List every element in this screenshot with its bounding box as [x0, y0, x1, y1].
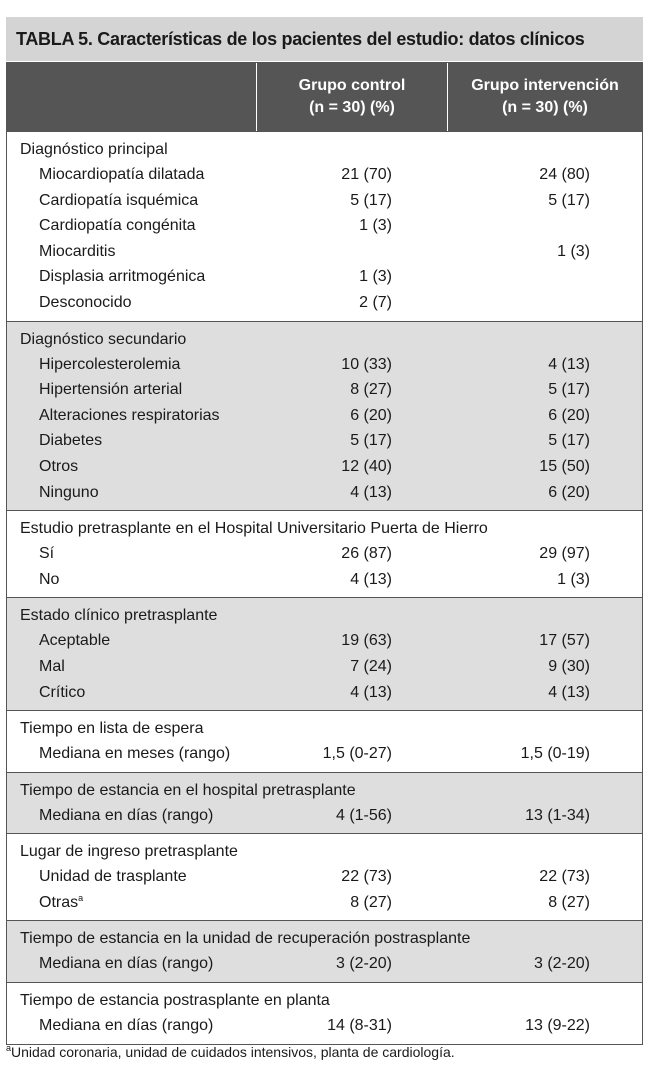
control-value: 1 (3) — [359, 268, 392, 286]
row-label-cell — [7, 628, 256, 654]
intervention-value-cell — [446, 264, 642, 290]
control-value-cell — [256, 741, 446, 767]
table-row — [7, 290, 642, 316]
row-label-cell — [7, 377, 256, 403]
control-value-cell — [256, 377, 446, 403]
intervention-value-cell — [446, 1013, 642, 1039]
intervention-value: 9 (30) — [548, 657, 590, 675]
control-value-cell — [256, 454, 446, 480]
control-value: 26 (87) — [341, 545, 392, 563]
control-value: 8 (27) — [350, 381, 392, 399]
control-value: 4 (13) — [350, 570, 392, 588]
control-value-cell — [256, 352, 446, 378]
control-value: 6 (20) — [350, 406, 392, 424]
table-row — [7, 239, 642, 265]
row-label: Cardiopatía isquémica — [39, 191, 199, 209]
footnote-text: Unidad coronaria, unidad de cuidados intensivos, planta de cardiología. — [11, 1044, 455, 1060]
intervention-value-cell — [446, 377, 642, 403]
row-label-cell — [7, 541, 256, 567]
table-section — [7, 510, 642, 597]
control-value: 2 (7) — [359, 293, 392, 311]
row-label-cell — [7, 352, 256, 378]
intervention-value: 5 (17) — [548, 432, 590, 450]
control-value-cell — [256, 290, 446, 316]
header-empty-cell — [7, 63, 257, 131]
row-label: Mediana en días (rango) — [39, 955, 214, 973]
row-label-cell — [7, 567, 256, 593]
control-value: 22 (73) — [341, 868, 392, 886]
row-label: Hipercolesterolemia — [39, 355, 181, 373]
row-label: Hipertensión arterial — [39, 381, 183, 399]
intervention-value: 13 (1-34) — [525, 806, 590, 824]
table-row — [7, 454, 642, 480]
row-label-cell — [7, 480, 256, 506]
table-row — [7, 541, 642, 567]
row-label-cell — [7, 162, 256, 188]
table-section — [7, 833, 642, 920]
section-title: Tiempo de estancia postrasplante en planta — [20, 992, 330, 1010]
intervention-value-cell — [446, 454, 642, 480]
table-section — [7, 597, 642, 710]
control-value: 12 (40) — [341, 457, 392, 475]
intervention-value: 6 (20) — [548, 483, 590, 501]
row-label-cell — [7, 951, 256, 977]
control-value: 4 (13) — [350, 483, 392, 501]
control-value-cell — [256, 1013, 446, 1039]
control-value-cell — [256, 951, 446, 977]
table-header — [7, 63, 642, 132]
table-row — [7, 951, 642, 977]
table-row — [7, 628, 642, 654]
control-value: 4 (13) — [350, 683, 392, 701]
table-row — [7, 264, 642, 290]
row-label: Diabetes — [39, 432, 103, 450]
table-row — [7, 803, 642, 829]
intervention-value-cell — [446, 428, 642, 454]
control-value-cell — [256, 162, 446, 188]
table-row — [7, 864, 642, 890]
intervention-value: 5 (17) — [548, 191, 590, 209]
table-row — [7, 352, 642, 378]
table-section — [7, 321, 642, 511]
intervention-value-cell — [446, 741, 642, 767]
table-body — [7, 132, 642, 1044]
section-title: Tiempo de estancia en la unidad de recuperación postrasplante — [20, 930, 471, 948]
row-label-cell — [7, 1013, 256, 1039]
intervention-value-cell — [446, 567, 642, 593]
intervention-value-cell — [446, 654, 642, 680]
row-label: Crítico — [39, 683, 86, 701]
intervention-value-cell — [446, 403, 642, 429]
row-label-cell — [7, 264, 256, 290]
control-value-cell — [256, 628, 446, 654]
intervention-value: 17 (57) — [539, 632, 590, 650]
row-label-cell — [7, 188, 256, 214]
control-value: 5 (17) — [350, 191, 392, 209]
section-title: Tiempo de estancia en el hospital pretrasplante — [20, 781, 356, 799]
table-title: TABLA 5. Características de los pacientes del estudio: datos clínicos — [6, 17, 643, 61]
control-value-cell — [256, 567, 446, 593]
intervention-value-cell — [446, 680, 642, 706]
row-label: No — [39, 570, 60, 588]
table-row — [7, 377, 642, 403]
row-label: Sí — [39, 545, 55, 563]
section-title: Tiempo en lista de espera — [20, 720, 204, 738]
header-intervention-group — [448, 63, 642, 131]
intervention-value-cell — [446, 864, 642, 890]
row-label: Cardiopatía congénita — [39, 217, 196, 235]
intervention-value-cell — [446, 188, 642, 214]
footnote — [6, 1044, 455, 1060]
control-value-cell — [256, 213, 446, 239]
row-label: Unidad de trasplante — [39, 868, 187, 886]
row-label: Alteraciones respiratorias — [39, 406, 220, 424]
intervention-value-cell — [446, 162, 642, 188]
row-label-cell — [7, 890, 256, 916]
intervention-value-cell — [446, 951, 642, 977]
row-label: Desconocido — [39, 293, 132, 311]
row-label-cell — [7, 864, 256, 890]
table-section — [7, 982, 642, 1044]
row-label: Mal — [39, 657, 65, 675]
section-title: Estado clínico pretrasplante — [20, 607, 218, 625]
row-label: Otras — [39, 893, 79, 911]
header-control-n: (n = 30) (%) — [309, 99, 395, 116]
intervention-value: 22 (73) — [539, 868, 590, 886]
row-label: Mediana en meses (rango) — [39, 745, 231, 763]
control-value: 7 (24) — [350, 657, 392, 675]
section-title: Estudio pretrasplante en el Hospital Universitario Puerta de Hierro — [20, 520, 488, 538]
row-label: Miocarditis — [39, 242, 116, 260]
row-label-cell — [7, 403, 256, 429]
intervention-value-cell — [446, 239, 642, 265]
control-value: 8 (27) — [350, 893, 392, 911]
table-section — [7, 132, 642, 321]
table-row — [7, 1013, 642, 1039]
row-label-cell — [7, 741, 256, 767]
control-value: 4 (1-56) — [335, 806, 392, 824]
table-row — [7, 654, 642, 680]
row-label-cell — [7, 454, 256, 480]
control-value: 21 (70) — [341, 166, 392, 183]
intervention-value: 1 (3) — [557, 570, 590, 588]
control-value: 3 (2-20) — [335, 955, 392, 973]
header-intervention-n: (n = 30) (%) — [502, 99, 588, 116]
row-label: Otros — [39, 457, 79, 475]
intervention-value: 1 (3) — [557, 242, 590, 260]
intervention-value: 29 (97) — [539, 545, 590, 563]
table-row — [7, 188, 642, 214]
control-value-cell — [256, 403, 446, 429]
row-label-cell — [7, 290, 256, 316]
section-title: Diagnóstico principal — [20, 141, 168, 158]
table-row — [7, 213, 642, 239]
footnote-marker: a — [6, 1043, 12, 1053]
intervention-value-cell — [446, 890, 642, 916]
table-row — [7, 890, 642, 916]
table-row — [7, 741, 642, 767]
header-intervention-title: Grupo intervención — [471, 77, 619, 94]
row-label-cell — [7, 428, 256, 454]
row-label-cell — [7, 803, 256, 829]
control-value-cell — [256, 264, 446, 290]
control-value-cell — [256, 480, 446, 506]
control-value-cell — [256, 803, 446, 829]
footnote-ref: a — [78, 892, 84, 903]
table-row — [7, 567, 642, 593]
control-value-cell — [256, 654, 446, 680]
control-value: 1 (3) — [359, 217, 392, 235]
intervention-value-cell — [446, 480, 642, 506]
intervention-value-cell — [446, 352, 642, 378]
intervention-value: 15 (50) — [539, 457, 590, 475]
section-title: Lugar de ingreso pretrasplante — [20, 843, 238, 861]
row-label-cell — [7, 680, 256, 706]
intervention-value: 24 (80) — [539, 166, 590, 183]
control-value: 1,5 (0-27) — [322, 745, 392, 763]
table-section — [7, 920, 642, 982]
control-value-cell — [256, 680, 446, 706]
control-value-cell — [256, 890, 446, 916]
table-row — [7, 480, 642, 506]
row-label: Mediana en días (rango) — [39, 806, 214, 824]
control-value: 5 (17) — [350, 432, 392, 450]
header-control-title: Grupo control — [298, 77, 406, 94]
intervention-value: 6 (20) — [548, 406, 590, 424]
intervention-value: 4 (13) — [548, 683, 590, 701]
control-value-cell — [256, 428, 446, 454]
clinical-data-table — [6, 62, 643, 1045]
intervention-value-cell — [446, 541, 642, 567]
row-label-cell — [7, 654, 256, 680]
control-value: 19 (63) — [341, 632, 392, 650]
header-control-group — [257, 63, 448, 131]
control-value-cell — [256, 541, 446, 567]
row-label-cell — [7, 239, 256, 265]
intervention-value-cell — [446, 213, 642, 239]
table-section — [7, 772, 642, 834]
intervention-value: 8 (27) — [548, 893, 590, 911]
intervention-value: 1,5 (0-19) — [520, 745, 590, 763]
control-value-cell — [256, 239, 446, 265]
section-title: Diagnóstico secundario — [20, 330, 187, 348]
control-value: 10 (33) — [341, 355, 392, 373]
intervention-value: 3 (2-20) — [533, 955, 590, 973]
intervention-value-cell — [446, 290, 642, 316]
intervention-value-cell — [446, 803, 642, 829]
row-label-cell — [7, 213, 256, 239]
row-label: Miocardiopatía dilatada — [39, 166, 205, 183]
table-row — [7, 403, 642, 429]
control-value-cell — [256, 188, 446, 214]
table-section — [7, 710, 642, 772]
table-row — [7, 680, 642, 706]
row-label: Mediana en días (rango) — [39, 1017, 214, 1035]
row-label: Aceptable — [39, 632, 111, 650]
table-row — [7, 428, 642, 454]
row-label: Ninguno — [39, 483, 99, 501]
intervention-value: 4 (13) — [548, 355, 590, 373]
intervention-value: 13 (9-22) — [525, 1017, 590, 1035]
row-label: Displasia arritmogénica — [39, 268, 206, 286]
control-value: 14 (8-31) — [327, 1017, 392, 1035]
intervention-value: 5 (17) — [548, 381, 590, 399]
intervention-value-cell — [446, 628, 642, 654]
table-row — [7, 162, 642, 188]
control-value-cell — [256, 864, 446, 890]
